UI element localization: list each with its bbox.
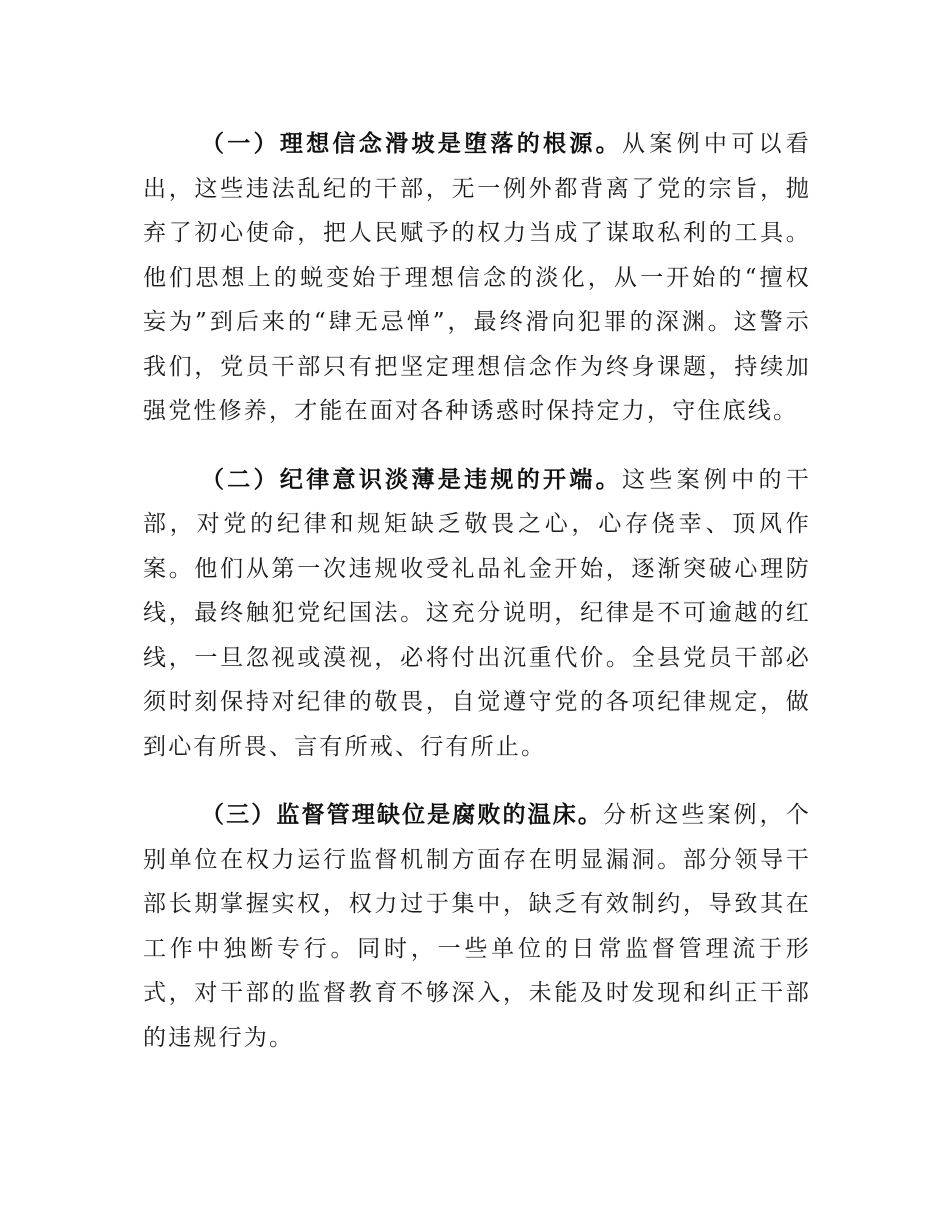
paragraph-2-body: 这些案例中的干部，对党的纪律和规矩缺乏敬畏之心，心存侥幸、顶风作案。他们从第一次违规收受礼品礼金开始，逐渐突破心理防线，最终触犯党纪国法。这充分说明，纪律是不可逾越的红线，一旦忽视或漠视，必将付出沉重代价。全县党员干部必须时刻保持对纪律的敬畏，自觉遵守党的各项纪律规定，做到心有所畏、言有所戒、行有所止。 [143,466,812,760]
paragraph-3 [143,793,811,1060]
paragraph-2-heading: （二）纪律意识淡薄是违规的开端。 [201,466,622,493]
paragraph-1-body: 从案例中可以看出，这些违法乱纪的干部，无一例外都背离了党的宗旨，抛弃了初心使命，把人民赋予的权力当成了谋取私利的工具。他们思想上的蜕变始于理想信念的淡化，从一开始的“擅权妄为”到后来的“肆无忌惮”，最终滑向犯罪的深渊。这警示我们，党员干部只有把坚定理想信念作为终身课题，持续加强党性修养，才能在面对各种诱惑时保持定力，守住底线。 [143,131,812,424]
paragraph-3-heading: （三）监督管理缺位是腐败的温床。 [201,802,603,828]
paragraph-2 [143,458,811,770]
paragraph-1-heading: （一）理想信念滑坡是堕落的根源。 [201,131,622,157]
paragraph-3-body: 分析这些案例，个别单位在权力运行监督机制方面存在明显漏洞。部分领导干部长期掌握实权，权力过于集中，缺乏有效制约，导致其在工作中独断专行。同时，一些单位的日常监督管理流于形式，对干部的监督教育不够深入，未能及时发现和纠正干部的违规行为。 [143,802,812,1051]
paragraph-1 [143,122,811,434]
document-body [143,122,811,1084]
